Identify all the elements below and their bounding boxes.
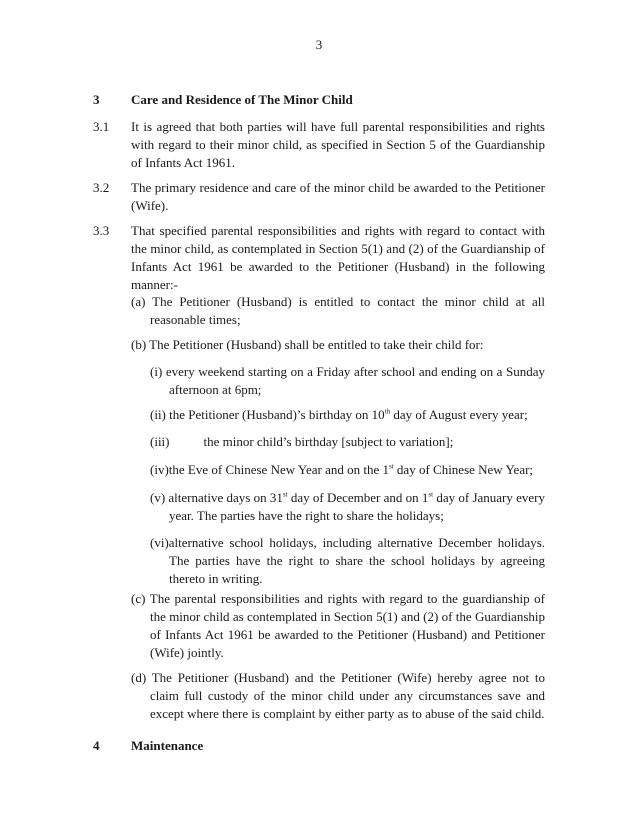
sub-clause-c: (c) The parental responsibilities and rights with regard to the guardianship of the minor child as contemplated in Section 5(1) and (2) of the Guardianship of Infants Act 1961 be awarded to the Petitioner (Husband) and Petitioner (Wife) jointly. <box>131 591 545 660</box>
clause-number: 3.2 <box>93 180 110 195</box>
sub-clause-b: (b) The Petitioner (Husband) shall be entitled to take their child for: <box>131 337 484 352</box>
clause-text: That specified parental responsibilities and rights with regard to contact with the minor child, as contemplated in Section 5(1) and (2) of the Guardianship of Infants Act 1961 be awarded to the Petitioner (Husband) in the following manner:- <box>131 223 545 292</box>
section-3-heading <box>93 91 545 108</box>
sub-clause-a: (a) The Petitioner (Husband) is entitled to contact the minor child at all reasonable times; <box>131 294 545 327</box>
sub-item-i: (i) every weekend starting on a Friday after school and ending on a Sunday afternoon at 6pm; <box>150 364 545 397</box>
sub-item-vi: (vi)alternative school holidays, including alternative December holidays. The parties have the right to share the school holidays by agreeing thereto in writing. <box>150 535 545 586</box>
item-text: the minor child’s birthday [subject to variation]; <box>203 434 454 449</box>
clause-text: The primary residence and care of the minor child be awarded to the Petitioner (Wife). <box>131 180 545 213</box>
sub-item-iii <box>150 433 545 451</box>
sub-item-v: (v) alternative days on 31st day of December and on 1st day of January every year. The parties have the right to share the holidays; <box>150 490 546 523</box>
clause-3-1 <box>93 118 545 172</box>
section-number: 4 <box>93 738 100 753</box>
section-title: Maintenance <box>131 738 204 753</box>
sub-item-iv: (iv)the Eve of Chinese New Year and on the 1st day of Chinese New Year; <box>150 462 534 477</box>
clause-number: 3.3 <box>93 223 110 238</box>
clause-3-3 <box>93 222 545 294</box>
page-number: 3 <box>315 37 323 52</box>
clause-text: It is agreed that both parties will have full parental responsibilities and rights with regard to their minor child, as specified in Section 5 of the Guardianship of Infants Act 1961. <box>131 119 545 170</box>
section-number: 3 <box>93 92 100 107</box>
clause-3-2 <box>93 179 545 215</box>
section-title: Care and Residence of The Minor Child <box>131 92 353 107</box>
clause-number: 3.1 <box>93 119 110 134</box>
section-4-heading <box>93 737 545 754</box>
sub-item-ii: (ii) the Petitioner (Husband)’s birthday on 10th day of August every year; <box>150 407 528 422</box>
sub-clause-d: (d) The Petitioner (Husband) and the Petitioner (Wife) hereby agree not to claim full custody of the minor child under any circumstances save and except where there is complaint by either party as to abuse of the said child. <box>131 670 545 721</box>
item-label: (iii) <box>150 434 170 449</box>
